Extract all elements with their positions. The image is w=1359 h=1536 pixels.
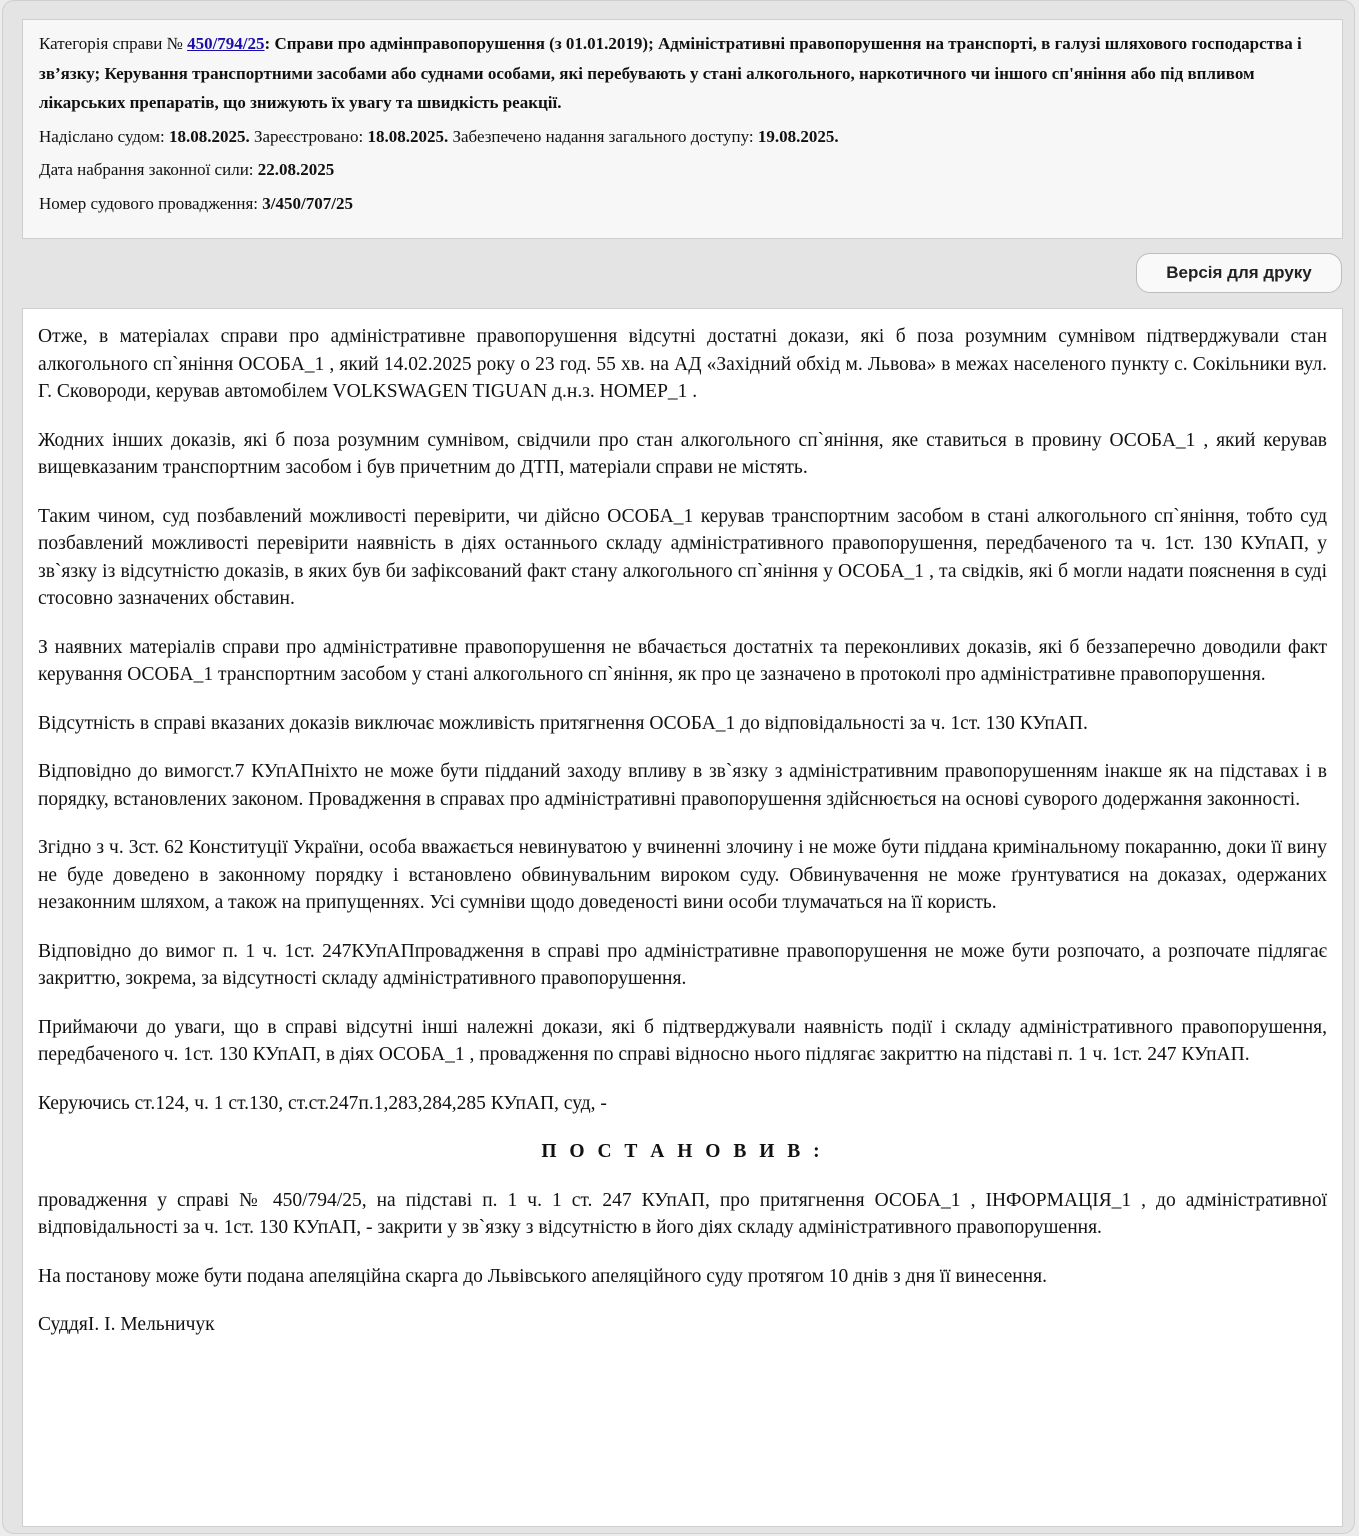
paragraph-10: Керуючись ст.124, ч. 1 ст.130, ст.ст.247п.1,283,284,285 КУпАП, суд, - — [38, 1092, 607, 1114]
paragraph-11: провадження у справі № 450/794/25, на підставі п. 1 ч. 1 ст. 247 КУпАП, про притягнення ОСОБА_1 , ІНФОРМАЦІЯ_1 , до адміністративної відповідальності за ч. 1ст. 130 КУпАП, - закрити у зв`язку з відсутністю в його діях складу адміністративного правопорушення. — [38, 1189, 1327, 1238]
effective-date: 22.08.2025 — [257, 160, 335, 179]
paragraph-2: Жодних інших доказів, які б поза розумним сумнівом, свідчили про стан алкогольного сп`яніння, яке ставиться в провину ОСОБА_1 , який керував вищевказаним транспортним засобом і був причетним до ДТП, матеріали справи не містять. — [38, 429, 1327, 478]
proceeding-number-line — [39, 189, 1326, 219]
sent-label: Надіслано судом: — [39, 126, 169, 146]
category-label: Категорія справи № — [39, 34, 188, 53]
paragraph-7: Згідно з ч. 3ст. 62 Конституції України, особа вважається невинуватою у вчиненні злочину і не може бути піддана кримінальному покаранню, доки її вину не буде доведено в законному порядку і встановлено обвинувальним вироком суду. Обвинувачення не може ґрунтуватися на доказах, одержаних незаконним шляхом, а також на припущеннях. Усі сумніви щодо доведеності вини особи тлумачаться на її користь. — [38, 837, 1327, 913]
document-text — [22, 308, 1343, 1527]
paragraph-5: Відсутність в справі вказаних доказів виключає можливість притягнення ОСОБА_1 до відповідальності за ч. 1ст. 130 КУпАП. — [38, 712, 1088, 734]
access-date: 19.08.2025. — [757, 126, 839, 146]
resolution-heading: П О С Т А Н О В И В : — [541, 1141, 824, 1162]
registered-date: 18.08.2025. — [367, 126, 449, 146]
category-text: : Справи про адмінправопорушення (з 01.01.2019); Адміністративні правопорушення на транспорті, в галузі шляхового господарства і зв’язку; Керування транспортними засобами або суднами особами, які перебувають у стані алкогольного, наркотичного чи іншого сп'яніння або під впливом лікарських препаратів, що знижують їх увагу та швидкість реакції. — [39, 34, 1302, 112]
paragraph-6: Відповідно до вимогст.7 КУпАПніхто не може бути підданий заходу впливу в зв`язку з адміністративним правопорушенням інакше як на підставах і в порядку, встановлених законом. Провадження в справах про адміністративні правопорушення здійснюється на основі суворого додержання законності. — [38, 761, 1327, 810]
case-number-link[interactable]: 450/794/25 — [187, 34, 265, 53]
case-dates — [39, 122, 1326, 152]
case-info-panel — [22, 19, 1343, 239]
paragraph-8: Відповідно до вимог п. 1 ч. 1ст. 247КУпАПпровадження в справі про адміністративне правопорушення не може бути розпочато, а розпочате підлягає закриттю, зокрема, за відсутності складу адміністративного правопорушення. — [38, 940, 1327, 989]
paragraph-3: Таким чином, суд позбавлений можливості перевірити, чи дійсно ОСОБА_1 керував транспортним засобом в стані алкогольного сп`яніння, тобто суд позбавлений можливості перевірити наявність в діях останнього складу адміністративного правопорушення, передбаченого та ч. 1ст. 130 КУпАП, у зв`язку із відсутністю доказів, в яких був би зафіксований факт стану алкогольного сп`яніння у ОСОБА_1 , та свідків, які б могли надати пояснення в суді стосовно зазначених обставин. — [38, 505, 1327, 609]
access-label: Забезпечено надання загального доступу: — [448, 126, 758, 146]
proceeding-label: Номер судового провадження: — [39, 193, 263, 213]
registered-label: Зареєстровано: — [249, 126, 368, 146]
page-frame — [2, 0, 1355, 1534]
paragraph-12: На постанову може бути подана апеляційна скарга до Львівського апеляційного суду протягом 10 днів з дня її винесення. — [38, 1265, 1047, 1287]
proceeding-number: 3/450/707/25 — [262, 193, 353, 213]
judge-signature: СуддяІ. І. Мельничук — [38, 1314, 215, 1335]
case-category — [39, 29, 1326, 118]
print-version-button[interactable]: Версія для друку — [1136, 253, 1342, 293]
effective-date-line — [39, 155, 1326, 185]
paragraph-9: Приймаючи до уваги, що в справі відсутні інші належні докази, які б підтверджували наявність події і складу адміністративного правопорушення, передбаченого ч. 1ст. 130 КУпАП, в діях ОСОБА_1 , провадження по справі відносно нього підлягає закриттю на підставі п. 1 ч. 1ст. 247 КУпАП. — [38, 1016, 1327, 1065]
sent-date: 18.08.2025. — [168, 126, 250, 146]
effective-label: Дата набрання законної сили: — [39, 160, 258, 179]
paragraph-4: З наявних матеріалів справи про адміністративне правопорушення не вбачається достатніх та переконливих доказів, які б беззаперечно доводили факт керування ОСОБА_1 транспортним засобом у стані алкогольного сп`яніння, як про це зазначено в протоколі про адміністративне правопорушення. — [38, 636, 1327, 685]
paragraph-1: Отже, в матеріалах справи про адміністративне правопорушення відсутні достатні докази, які б поза розумним сумнівом підтверджували стан алкогольного сп`яніння ОСОБА_1 , який 14.02.2025 року о 23 год. 55 хв. на АД «Західний обхід м. Львова» в межах населеного пункту с. Сокільники вул. Г. Сковороди, керував автомобілем VOLKSWAGEN TIGUAN д.н.з. НОМЕР_1 . — [38, 326, 1327, 402]
